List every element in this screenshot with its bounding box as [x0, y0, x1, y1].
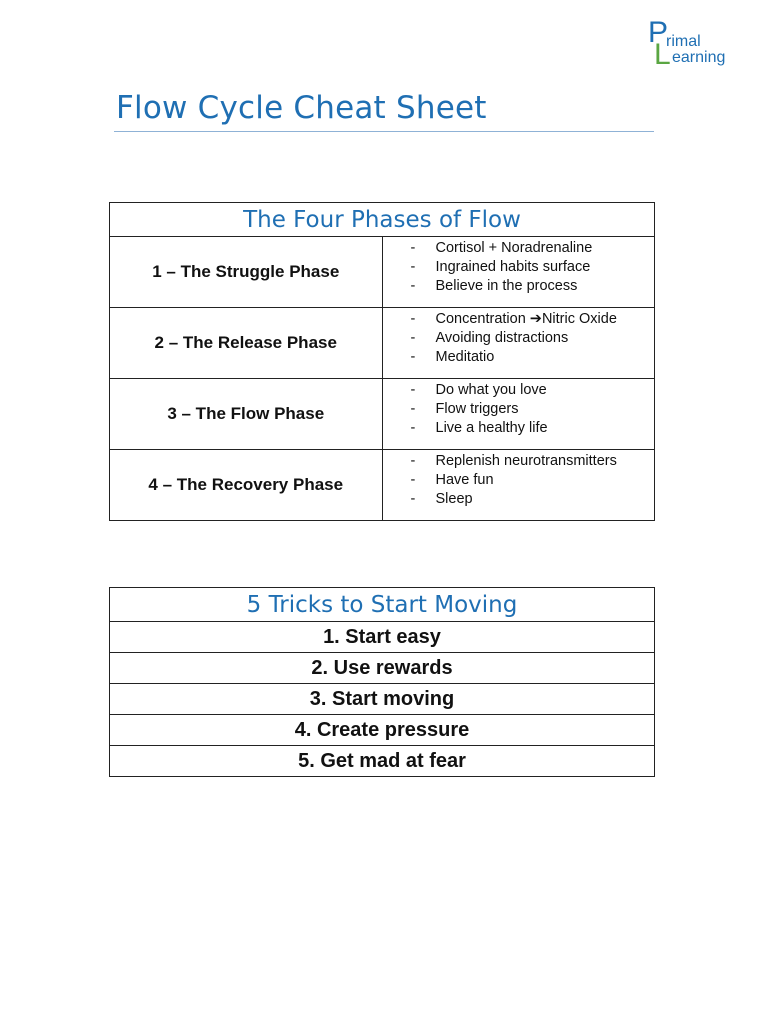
phase-bullets	[382, 379, 655, 450]
phase-bullet: - Believe in the process	[411, 277, 655, 296]
phase-bullet: - Meditatio	[411, 348, 655, 367]
page-title: Flow Cycle Cheat Sheet	[116, 90, 487, 126]
logo-word-earning: earning	[672, 49, 726, 66]
phases-heading: The Four Phases of Flow	[110, 203, 655, 237]
phase-name: 2 – The Release Phase	[110, 308, 383, 379]
trick-item: 5. Get mad at fear	[110, 746, 655, 777]
tricks-table	[109, 587, 655, 777]
logo-word-rimal: rimal	[666, 33, 701, 50]
phase-bullets	[382, 237, 655, 308]
phase-name: 3 – The Flow Phase	[110, 379, 383, 450]
phase-name: 4 – The Recovery Phase	[110, 450, 383, 521]
phase-bullet: - Avoiding distractions	[411, 329, 655, 348]
phase-bullet: - Sleep	[411, 490, 655, 509]
phase-bullet: - Cortisol + Noradrenaline	[411, 239, 655, 258]
phase-bullets	[382, 308, 655, 379]
phase-name: 1 – The Struggle Phase	[110, 237, 383, 308]
phase-bullet: - Ingrained habits surface	[411, 258, 655, 277]
primal-learning-logo	[648, 18, 748, 70]
phase-row	[110, 379, 655, 450]
logo-letter-l: L	[654, 38, 671, 71]
phase-bullet: - Do what you love	[411, 381, 655, 400]
phase-row	[110, 308, 655, 379]
trick-item: 4. Create pressure	[110, 715, 655, 746]
phase-bullet: - Concentration ➔Nitric Oxide	[411, 310, 655, 329]
phase-row	[110, 450, 655, 521]
trick-item: 1. Start easy	[110, 622, 655, 653]
trick-item: 2. Use rewards	[110, 653, 655, 684]
title-divider	[114, 131, 654, 132]
phase-bullets	[382, 450, 655, 521]
phases-table	[109, 202, 655, 521]
trick-item: 3. Start moving	[110, 684, 655, 715]
phase-bullet: - Live a healthy life	[411, 419, 655, 438]
phase-bullet: - Flow triggers	[411, 400, 655, 419]
phase-bullet: - Have fun	[411, 471, 655, 490]
tricks-heading: 5 Tricks to Start Moving	[110, 588, 655, 622]
phase-bullet: - Replenish neurotransmitters	[411, 452, 655, 471]
phase-row	[110, 237, 655, 308]
logo-letter-p: P	[648, 16, 669, 49]
